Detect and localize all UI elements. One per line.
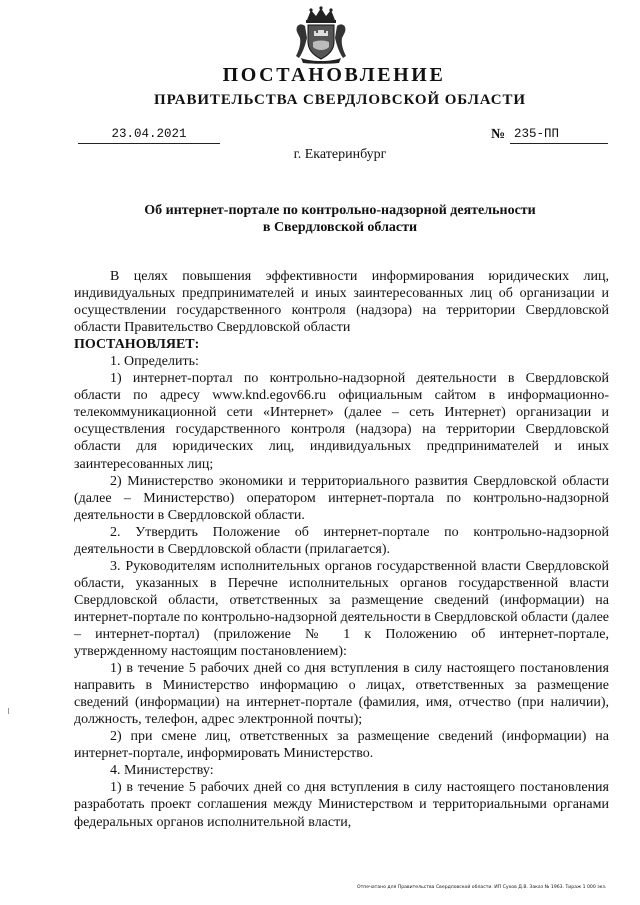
decree-heading [74, 336, 609, 353]
clause-1-2: 2) Министерство экономики и территориального развития Свердловской области (далее – Министерство) оператором интернет-портала по контрольно-надзорной деятельности в Свердловской области. [74, 473, 609, 523]
city-label: г. Екатеринбург [293, 147, 387, 162]
clause-3: 3. Руководителям исполнительных органов государственной власти Свердловской области, указанных в Перечне исполнительных органов государственной власти Свердловской области, ответственных за размещение сведений (информации) на интернет-портале по контрольно-надзорной деятельности в Свердловской области (далее – интернет-портал) (приложение № 1 к Положению об интернет-портале, утвержденному настоящим постановлением): [74, 558, 609, 660]
clause-4: 4. Министерству: [110, 763, 214, 779]
print-footer: Отпечатано для Правительства Свердловской области. ИП Сухов Д.В. Заказ № 1963. Тираж 1 000 экз. [357, 885, 607, 890]
decree-keyword: ПОСТАНОВЛЯЕТ: [74, 337, 200, 353]
decree-number: 235-ПП [510, 125, 608, 144]
coat-of-arms-emblem [293, 6, 349, 64]
clause-4-1: 1) в течение 5 рабочих дней со дня вступления в силу настоящего постановления разработать проект соглашения между Министерством и территориальными органами федеральных органов исполнительной власти, [74, 780, 609, 830]
clause-2: 2. Утвердить Положение об интернет-портале по контрольно-надзорной деятельности в Свердловской области (прилагается). [74, 524, 609, 557]
subject-line-2: в Свердловской области [262, 220, 418, 235]
number-sign: № [491, 127, 506, 142]
decree-date: 23.04.2021 [78, 125, 220, 144]
clause-1-1: 1) интернет-портал по контрольно-надзорной деятельности в Свердловской области по адресу www.knd.egov66.ru официальным сайтом в информационно-телекоммуникационной сети «Интернет» (далее – сеть Интернет) организации и осуществления государственного контроля (надзора) на территории Свердловской области для юридических лиц, индивидуальных предпринимателей и иных заинтересованных лиц; [74, 371, 609, 472]
intro-paragraph: В целях повышения эффективности информирования юридических лиц, индивидуальных предпринимателей и иных заинтересованных лиц об организации и осуществлении государственного контроля (надзора) на территории Свердловской области Правительство Свердловской области [74, 269, 609, 336]
decree-body [74, 268, 609, 831]
subject-line-1: Об интернет-портале по контрольно-надзорной деятельности [144, 203, 536, 218]
decree-subject [0, 202, 640, 236]
clause-3-2: 2) при смене лиц, ответственных за размещение сведений (информации) на интернет-портале, информировать Министерство. [74, 729, 609, 762]
margin-mark [8, 708, 9, 714]
issuing-authority: ПРАВИТЕЛЬСТВА СВЕРДЛОВСКОЙ ОБЛАСТИ [154, 92, 526, 108]
document-type-title: ПОСТАНОВЛЕНИЕ [222, 64, 446, 86]
clause-1: 1. Определить: [110, 354, 199, 370]
clause-3-1: 1) в течение 5 рабочих дней со дня вступления в силу настоящего постановления направить в Министерство информацию о лицах, ответственных за размещение сведений (информации) на интернет-портале (фамилия, имя, отчество (при наличии), должность, телефон, адрес электронной почты); [74, 661, 609, 728]
